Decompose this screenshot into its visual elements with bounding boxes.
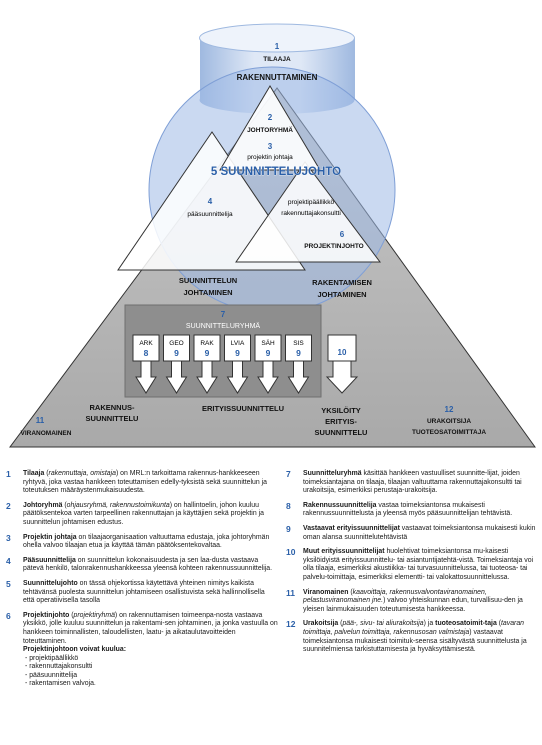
discipline-number: 9 [204, 348, 210, 358]
commissioning-consultant-label: rakennuttajakonsultti [281, 210, 341, 217]
list-item: - pääsuunnittelija [25, 671, 78, 679]
discipline-code: ARK [139, 340, 153, 347]
legend-item-3: 3 Projektin johtaja on tilaajaorganisaation valtuuttama edustaja, joka johtoryhmän ohella valvoo tilaajan etua ja käyttää tämän päätöksentekovaltaa. [6, 532, 270, 550]
individual-design-label-2: ERITYIS- [325, 417, 357, 426]
legend-item-1: 1 Tilaaja (rakennuttaja, omistaja) on MRL:n tarkoittama rakennus-hankkeeseen ryhtyvä, joka vastaa hankkeen toteuttamisen edelly-tyksistä sekä suunnittelun ja toteutuksen määräystenmukaisuudesta. [6, 469, 267, 495]
product-supplier-label: TUOTEOSATOIMITTAJA [411, 429, 487, 436]
legend-item-4: 4 Pääsuunnittelija on suunnittelun kokonaisuudesta ja sen laa-dusta vastaava pätevä henkilö, talonrakennushankkeessa yleensä kohteen rakennussuunnittelija. [6, 555, 272, 573]
special-design-label: ERITYISSUUNNITTELU [201, 404, 285, 413]
discipline-number: 9 [235, 348, 240, 358]
building-design-label-1: RAKENNUS- [89, 403, 135, 412]
discipline-code: SÄH [261, 340, 275, 347]
legend [0, 470, 542, 745]
legend-item-12: 12 Urakoitsija (pää-, sivu- tai aliurakoitsija) ja tuoteosatoimit-taja (tavaran toimittaja, palvelun toimittaja, rakennusosan valmistaja) vastaavat toimeksiantonsa mukaisesti toimituk-seensa sisältyvästä suunnittelusta ja suunnitelmiensa tarkistuttamisesta ja hyväksyttämisestä. [286, 619, 527, 654]
discipline-number: 8 [143, 348, 149, 358]
legend-item-5: 5 Suunnittelujohto on tässä ohjekortissa käytettävä yhteinen nimitys kaikista tehtävänsä puolesta suunnittelun johtamiseen osallistuvista sekä hallinnollisella että operatiivisella tasolla [6, 578, 265, 605]
label-2-number: 2 [267, 113, 273, 122]
legend-item-8: 8 Rakennussuunnittelija vastaa toimeksiantonsa mukaisesti rakennussuunnittelusta ja yleensä myös pääsuunnittelijan tehtävistä. [286, 500, 513, 518]
label-10-number: 10 [337, 348, 347, 357]
design-team-label: SUUNNITTELURYHMÄ [185, 323, 261, 330]
list-item: - projektipäällikkö [25, 654, 79, 662]
construction-direction-label-1: RAKENTAMISEN [312, 278, 372, 287]
label-12-number: 12 [444, 405, 454, 414]
legend-right-column [286, 470, 536, 661]
legend-item-9: 9 Vastaavat erityissuunnittelijat vastaavat toimeksiantonsa mukaisesti kukin oman alansa suunnittelutehtävistä [286, 523, 536, 541]
individual-design-label-3: SUUNNITTELU [314, 428, 368, 437]
commissioning-label: RAKENNUTTAMINEN [236, 73, 318, 82]
discipline-number: 9 [265, 348, 271, 358]
label-1-number: 1 [274, 42, 280, 51]
discipline-number: 9 [296, 348, 301, 358]
project-director-label: projektin johtaja [247, 154, 293, 161]
legend-item-10: 10 Muut erityissuunnittelijat huolehtivat toimeksiantonsa mu-kaisesti yksilöidyistä erityissuunnittelu- tai asiantuntijatehtä-vistä. Toimeksiantaja voi olla tilaaja, esimerkiksi akustiikka- tai turvasuunnittelussa, tai tuoteosa- tai palvelu-toimittaja, esimerkiksi elementti- tai valokattosuunnittelussa. [286, 547, 534, 581]
discipline-code: GEO [169, 340, 184, 347]
label-6-number: 6 [339, 230, 345, 239]
discipline-code: RAK [200, 340, 214, 347]
design-management-label: 5 SUUNNITTELUJOHTO [210, 166, 342, 178]
legend-item-6: 6 Projektinjohto (projektiryhmä) on rakennuttamisen toimeenpa-nosta vastaava yksikkö, jolle kuuluu suunnittelun ja rakentami-sen johtaminen, ja jonka vastuulla on hankkeen toiminnallisten, taloudellisten, laatu- ja aikataulutavoitteiden toteuttaminen. Projektinjohtoon voivat kuulua: - projektipäällikkö - rakennuttajakonsultti - pääsuunnittelija - rakentamisen valvoja. [6, 610, 278, 688]
legend-item-7: 7 Suunnitteluryhmä käsittää hankkeen vastuulliset suunnitte-lijat, joiden toimeksiantajana on tilaaja, tilaajan valtuuttama rakennuttajakonsultti tai urakoitsija, esimerkiksi perustaja-urakoitsija. [286, 469, 522, 495]
contractor-label: URAKOITSIJA [426, 418, 472, 425]
steering-group-label: JOHTORYHMÄ [247, 127, 293, 134]
legend-item-11: 11 Viranomainen (kaavoittaja, rakennusvalvontaviranomainen, pelastusviranomainen jne.) valvoo yhteiskunnan edun, turvallisuu-den ja yleisen lainmukaisuuden toteutumisesta hankkeessa. [286, 587, 523, 613]
label-3-number: 3 [267, 142, 273, 151]
building-design-label-2: SUUNNITTELU [85, 414, 139, 423]
project-manager-label: projektipäällikkö [287, 199, 335, 206]
label-4-number: 4 [207, 197, 213, 206]
discipline-code: SIS [293, 340, 304, 347]
design-direction-label-2: JOHTAMINEN [183, 288, 233, 297]
project-management-label: PROJEKTINJOHTO [304, 243, 364, 250]
label-11-number: 11 [35, 416, 45, 425]
authority-label: VIRANOMAINEN [20, 430, 72, 437]
discipline-number: 9 [174, 348, 179, 358]
legend-item-6-subhead: Projektinjohtoon voivat kuulua: [23, 646, 126, 654]
label-7-number: 7 [220, 310, 226, 319]
list-item: - rakennuttajakonsultti [25, 663, 93, 671]
legend-item-6-sublist [23, 655, 278, 689]
construction-direction-label-2: JOHTAMINEN [317, 290, 367, 299]
legend-left-column [6, 470, 278, 695]
design-direction-label-1: SUUNNITTELUN [178, 276, 238, 285]
client-label: TILAAJA [263, 56, 291, 63]
chief-designer-label: pääsuunnittelija [187, 211, 233, 218]
discipline-code: LVIA [230, 340, 245, 347]
individual-design-label-1: YKSILÖITY [321, 406, 361, 415]
list-item: - rakentamisen valvoja. [25, 680, 96, 688]
legend-item-2: 2 Johtoryhmä (ohjausryhmä, rakennustoimikunta) on hallintoelin, johon kuuluu päätöksentekoa varten tarpeellinen rakennuttajan ja käyttäjien sekä projektin ja suunnittelun johtamisen edustus. [6, 500, 264, 526]
